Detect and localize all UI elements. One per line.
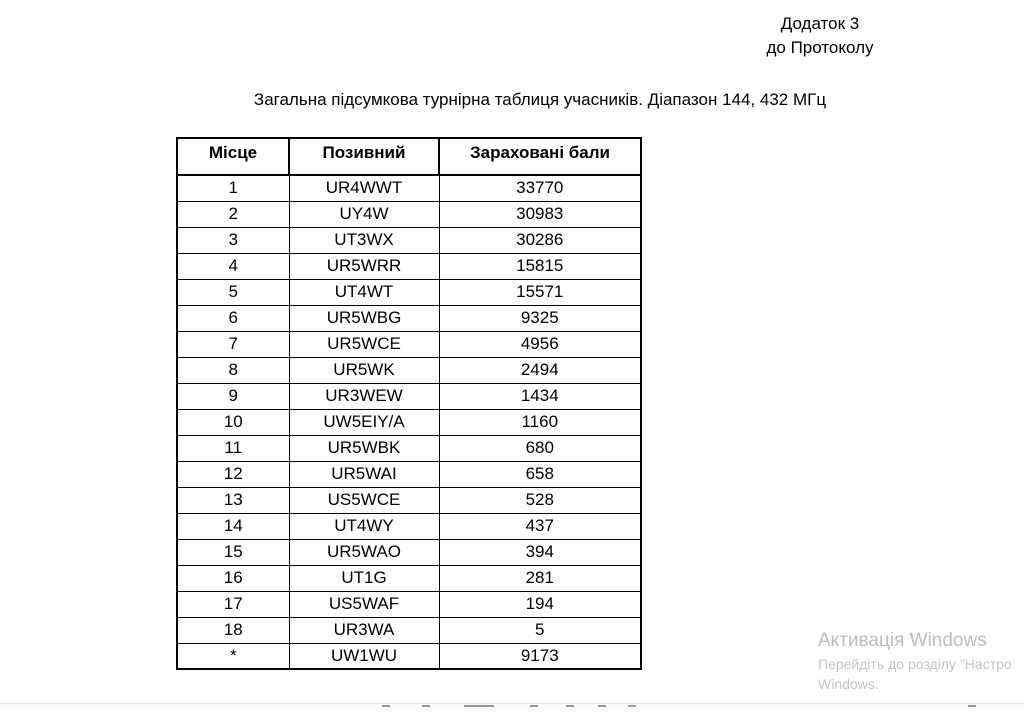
points-cell: 4956 xyxy=(439,331,641,357)
points-cell: 5 xyxy=(439,617,641,643)
callsign-cell: UW5EIY/A xyxy=(289,409,439,435)
points-cell: 9173 xyxy=(439,643,641,669)
callsign-cell: UR5WCE xyxy=(289,331,439,357)
table-row xyxy=(177,435,641,461)
page-number-input[interactable] xyxy=(464,705,494,712)
points-cell: 658 xyxy=(439,461,641,487)
callsign-cell: UW1WU xyxy=(289,643,439,669)
place-cell: 2 xyxy=(177,201,289,227)
place-cell: 1 xyxy=(177,175,289,201)
place-cell: 17 xyxy=(177,591,289,617)
place-cell: 9 xyxy=(177,383,289,409)
callsign-cell: UR3WA xyxy=(289,617,439,643)
callsign-cell: UY4W xyxy=(289,201,439,227)
table-row xyxy=(177,383,641,409)
points-cell: 680 xyxy=(439,435,641,461)
appendix-line-1: Додаток 3 xyxy=(780,14,860,33)
table-row xyxy=(177,539,641,565)
callsign-cell: UR3WEW xyxy=(289,383,439,409)
previous-page-icon[interactable] xyxy=(422,705,430,712)
table-row xyxy=(177,201,641,227)
points-cell: 30983 xyxy=(439,201,641,227)
callsign-cell: UR5WBG xyxy=(289,305,439,331)
place-cell: 3 xyxy=(177,227,289,253)
place-cell: 12 xyxy=(177,461,289,487)
points-cell: 9325 xyxy=(439,305,641,331)
points-cell: 281 xyxy=(439,565,641,591)
table-row xyxy=(177,643,641,669)
callsign-cell: UR5WRR xyxy=(289,253,439,279)
appendix-label xyxy=(740,12,900,60)
watermark-line-2: Windows. xyxy=(818,676,879,692)
place-cell: 16 xyxy=(177,565,289,591)
table-row xyxy=(177,357,641,383)
place-cell: 5 xyxy=(177,279,289,305)
points-cell: 437 xyxy=(439,513,641,539)
callsign-cell: UT1G xyxy=(289,565,439,591)
callsign-cell: US5WCE xyxy=(289,487,439,513)
last-page-icon[interactable] xyxy=(566,705,574,712)
standings-table xyxy=(176,137,642,670)
table-row xyxy=(177,279,641,305)
callsign-cell: UT4WT xyxy=(289,279,439,305)
table-row xyxy=(177,331,641,357)
table-row xyxy=(177,565,641,591)
header-row xyxy=(177,138,641,175)
callsign-cell: UT4WY xyxy=(289,513,439,539)
place-cell: 11 xyxy=(177,435,289,461)
points-cell: 194 xyxy=(439,591,641,617)
place-cell: 13 xyxy=(177,487,289,513)
place-cell: 18 xyxy=(177,617,289,643)
next-page-icon[interactable] xyxy=(530,705,538,712)
callsign-cell: UR5WAI xyxy=(289,461,439,487)
first-page-icon[interactable] xyxy=(382,705,390,712)
place-cell: 15 xyxy=(177,539,289,565)
watermark-title: Активація Windows xyxy=(818,630,987,651)
windows-activation-watermark xyxy=(818,628,1024,694)
watermark-line-1: Перейдіть до розділу "Настро xyxy=(818,656,1012,672)
callsign-cell: UR5WBK xyxy=(289,435,439,461)
points-cell: 30286 xyxy=(439,227,641,253)
table-row xyxy=(177,227,641,253)
column-header-place: Місце xyxy=(177,138,289,175)
place-cell: 6 xyxy=(177,305,289,331)
table-row xyxy=(177,253,641,279)
rotate-icon[interactable] xyxy=(598,705,606,712)
points-cell: 1160 xyxy=(439,409,641,435)
points-cell: 2494 xyxy=(439,357,641,383)
callsign-cell: UR5WK xyxy=(289,357,439,383)
points-cell: 528 xyxy=(439,487,641,513)
points-cell: 1434 xyxy=(439,383,641,409)
callsign-cell: UR5WAO xyxy=(289,539,439,565)
table-row xyxy=(177,305,641,331)
zoom-icon[interactable] xyxy=(968,705,976,712)
place-cell: 4 xyxy=(177,253,289,279)
document-title: Загальна підсумкова турнірна таблиця учасників. Діапазон 144, 432 МГц xyxy=(253,90,827,109)
points-cell: 15571 xyxy=(439,279,641,305)
table-row xyxy=(177,461,641,487)
points-cell: 394 xyxy=(439,539,641,565)
callsign-cell: UT3WX xyxy=(289,227,439,253)
table-row xyxy=(177,487,641,513)
table-row xyxy=(177,591,641,617)
callsign-cell: US5WAF xyxy=(289,591,439,617)
table-body xyxy=(177,175,641,669)
table-row xyxy=(177,617,641,643)
place-cell: 8 xyxy=(177,357,289,383)
rotate-other-icon[interactable] xyxy=(628,705,636,712)
points-cell: 33770 xyxy=(439,175,641,201)
points-cell: 15815 xyxy=(439,253,641,279)
place-cell: 14 xyxy=(177,513,289,539)
column-header-callsign: Позивний xyxy=(289,138,439,175)
table-header xyxy=(177,138,641,175)
column-header-points: Зараховані бали xyxy=(439,138,641,175)
table-row xyxy=(177,175,641,201)
appendix-line-2: до Протоколу xyxy=(766,38,874,57)
place-cell: 7 xyxy=(177,331,289,357)
table-row xyxy=(177,513,641,539)
callsign-cell: UR4WWT xyxy=(289,175,439,201)
table-row xyxy=(177,409,641,435)
place-cell: 10 xyxy=(177,409,289,435)
place-cell: * xyxy=(177,643,289,669)
